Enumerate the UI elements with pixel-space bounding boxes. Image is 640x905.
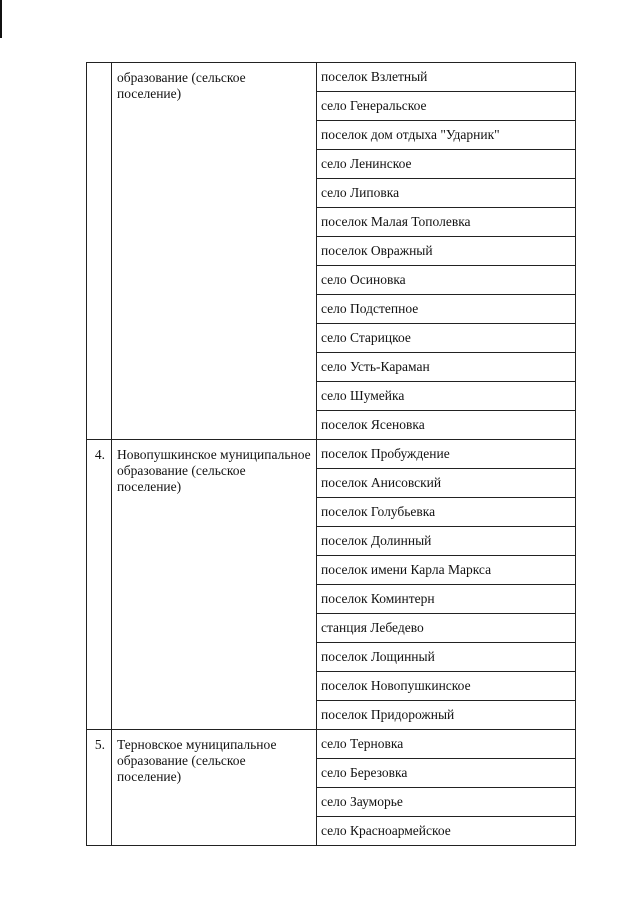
row-number: 5. [87, 730, 112, 846]
settlement-name: поселок Придорожный [317, 701, 576, 730]
table-row [87, 730, 576, 759]
municipality-name: Новопушкинское муниципальное образование (сельское поселение) [112, 440, 317, 730]
settlement-name: село Зауморье [317, 788, 576, 817]
table-body [87, 63, 576, 846]
settlement-name: поселок Долинный [317, 527, 576, 556]
settlement-name: поселок Малая Тополевка [317, 208, 576, 237]
settlement-name: село Красноармейское [317, 817, 576, 846]
settlement-name: поселок дом отдыха "Ударник" [317, 121, 576, 150]
table-row [87, 440, 576, 469]
settlement-name: село Липовка [317, 179, 576, 208]
settlement-name: поселок Ясеновка [317, 411, 576, 440]
settlement-name: поселок Взлетный [317, 63, 576, 92]
settlement-name: село Усть-Караман [317, 353, 576, 382]
settlement-name: село Старицкое [317, 324, 576, 353]
settlement-name: село Ленинское [317, 150, 576, 179]
settlement-name: поселок имени Карла Маркса [317, 556, 576, 585]
settlement-name: поселок Овражный [317, 237, 576, 266]
settlement-name: село Осиновка [317, 266, 576, 295]
settlement-name: поселок Пробуждение [317, 440, 576, 469]
settlement-name: поселок Анисовский [317, 469, 576, 498]
municipality-name: Терновское муниципальное образование (сельское поселение) [112, 730, 317, 846]
settlement-name: поселок Голубьевка [317, 498, 576, 527]
settlement-name: село Терновка [317, 730, 576, 759]
municipality-name: образование (сельское поселение) [112, 63, 317, 440]
row-number: 4. [87, 440, 112, 730]
settlement-name: село Шумейка [317, 382, 576, 411]
settlement-name: поселок Новопушкинское [317, 672, 576, 701]
page-edge-mark [0, 0, 2, 38]
settlement-name: село Подстепное [317, 295, 576, 324]
settlements-table [86, 62, 576, 846]
settlement-name: село Генеральское [317, 92, 576, 121]
table-row [87, 63, 576, 92]
settlement-name: поселок Лощинный [317, 643, 576, 672]
row-number [87, 63, 112, 440]
settlement-name: станция Лебедево [317, 614, 576, 643]
settlement-name: поселок Коминтерн [317, 585, 576, 614]
settlement-name: село Березовка [317, 759, 576, 788]
